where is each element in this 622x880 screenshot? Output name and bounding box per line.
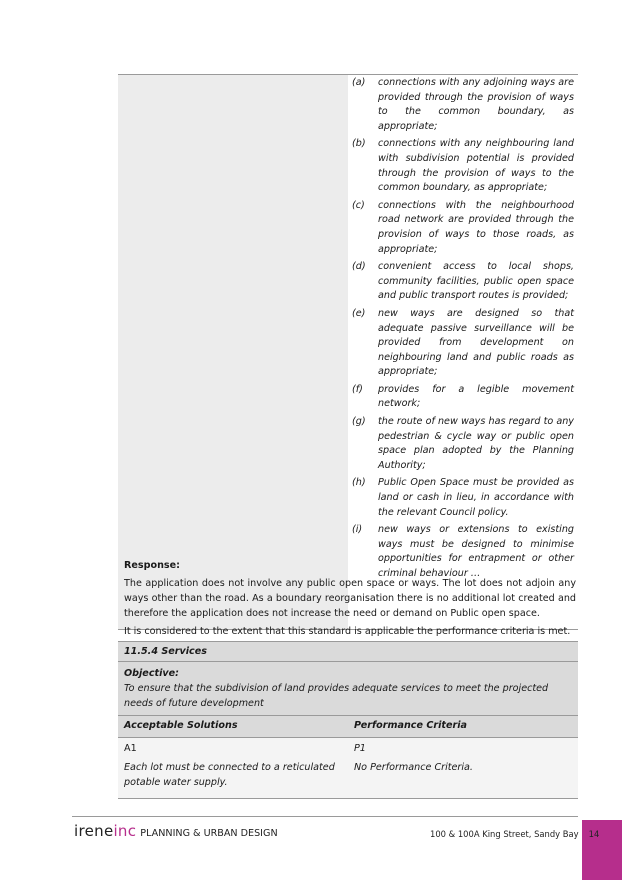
list-item: (d) convenient access to local shops, community facilities, public open space and public transport routes is provided; [352, 261, 574, 302]
acceptable-solutions-header: Acceptable Solutions [124, 720, 238, 731]
section-title: 11.5.4 Services [118, 641, 578, 662]
list-item: (i) new ways or extensions to existing ways must be designed to minimise opportunities for entrapment or other criminal behaviour … [352, 524, 574, 579]
services-table [118, 641, 578, 799]
criteria-table-row [118, 74, 578, 630]
list-item: (e) new ways are designed so that adequate passive surveillance will be provided from development on neighbouring land and public roads as appropriate; [352, 307, 574, 378]
response-paragraph: The application does not involve any public open space or ways. The lot does not adjoin any ways other than the road. As a boundary reorganisation there is no additional lot created and therefore the application does not increase the need or demand on Public open space. [124, 578, 576, 619]
response-section [124, 558, 576, 642]
objective-row [118, 662, 578, 716]
p1-text: No Performance Criteria. [354, 762, 473, 773]
performance-criteria-list [352, 76, 574, 585]
list-item: (c) connections with the neighbourhood road network are provided through the provision of ways to those roads, as appropriate; [352, 199, 574, 255]
table-header-row [118, 716, 578, 738]
footer-address: 100 & 100A King Street, Sandy Bay [430, 829, 579, 839]
performance-criteria-cell [348, 738, 578, 798]
footer-divider [72, 816, 578, 817]
p1-code: P1 [354, 743, 366, 754]
a1-code: A1 [124, 743, 137, 754]
list-item: (a) connections with any adjoining ways are provided through the provision of ways to the common boundary, as appropriate; [352, 77, 574, 132]
logo-tagline: PLANNING & URBAN DESIGN [140, 828, 278, 839]
response-heading: Response: [124, 560, 180, 571]
list-item: (b) connections with any neighbouring land with subdivision potential is provided through the provision of ways to the common boundary, as appropriate; [352, 138, 574, 194]
page-number: 14 [588, 829, 600, 839]
objective-label: Objective: [124, 668, 179, 679]
company-logo [74, 822, 278, 840]
response-paragraph: It is considered to the extent that this standard is applicable the performance criteria is met. [124, 626, 571, 637]
objective-text: To ensure that the subdivision of land provides adequate services to meet the projected needs of future development [124, 683, 549, 709]
list-item: (f) provides for a legible movement network; [352, 383, 574, 410]
a1-text: Each lot must be connected to a reticulated potable water supply. [124, 762, 335, 788]
performance-criteria-header: Performance Criteria [354, 720, 467, 731]
table-row [118, 738, 578, 799]
logo-part1: irene [74, 822, 114, 840]
logo-part2: inc [113, 822, 137, 840]
page-number-tab [582, 820, 622, 880]
acceptable-solution-cell [118, 738, 348, 798]
acceptable-solution-cell [118, 75, 348, 629]
list-item: (g) the route of new ways has regard to any pedestrian & cycle way or public open space plan adopted by the Planning Authority; [352, 416, 574, 471]
list-item: (h) Public Open Space must be provided as land or cash in lieu, in accordance with the relevant Council policy. [352, 477, 574, 518]
